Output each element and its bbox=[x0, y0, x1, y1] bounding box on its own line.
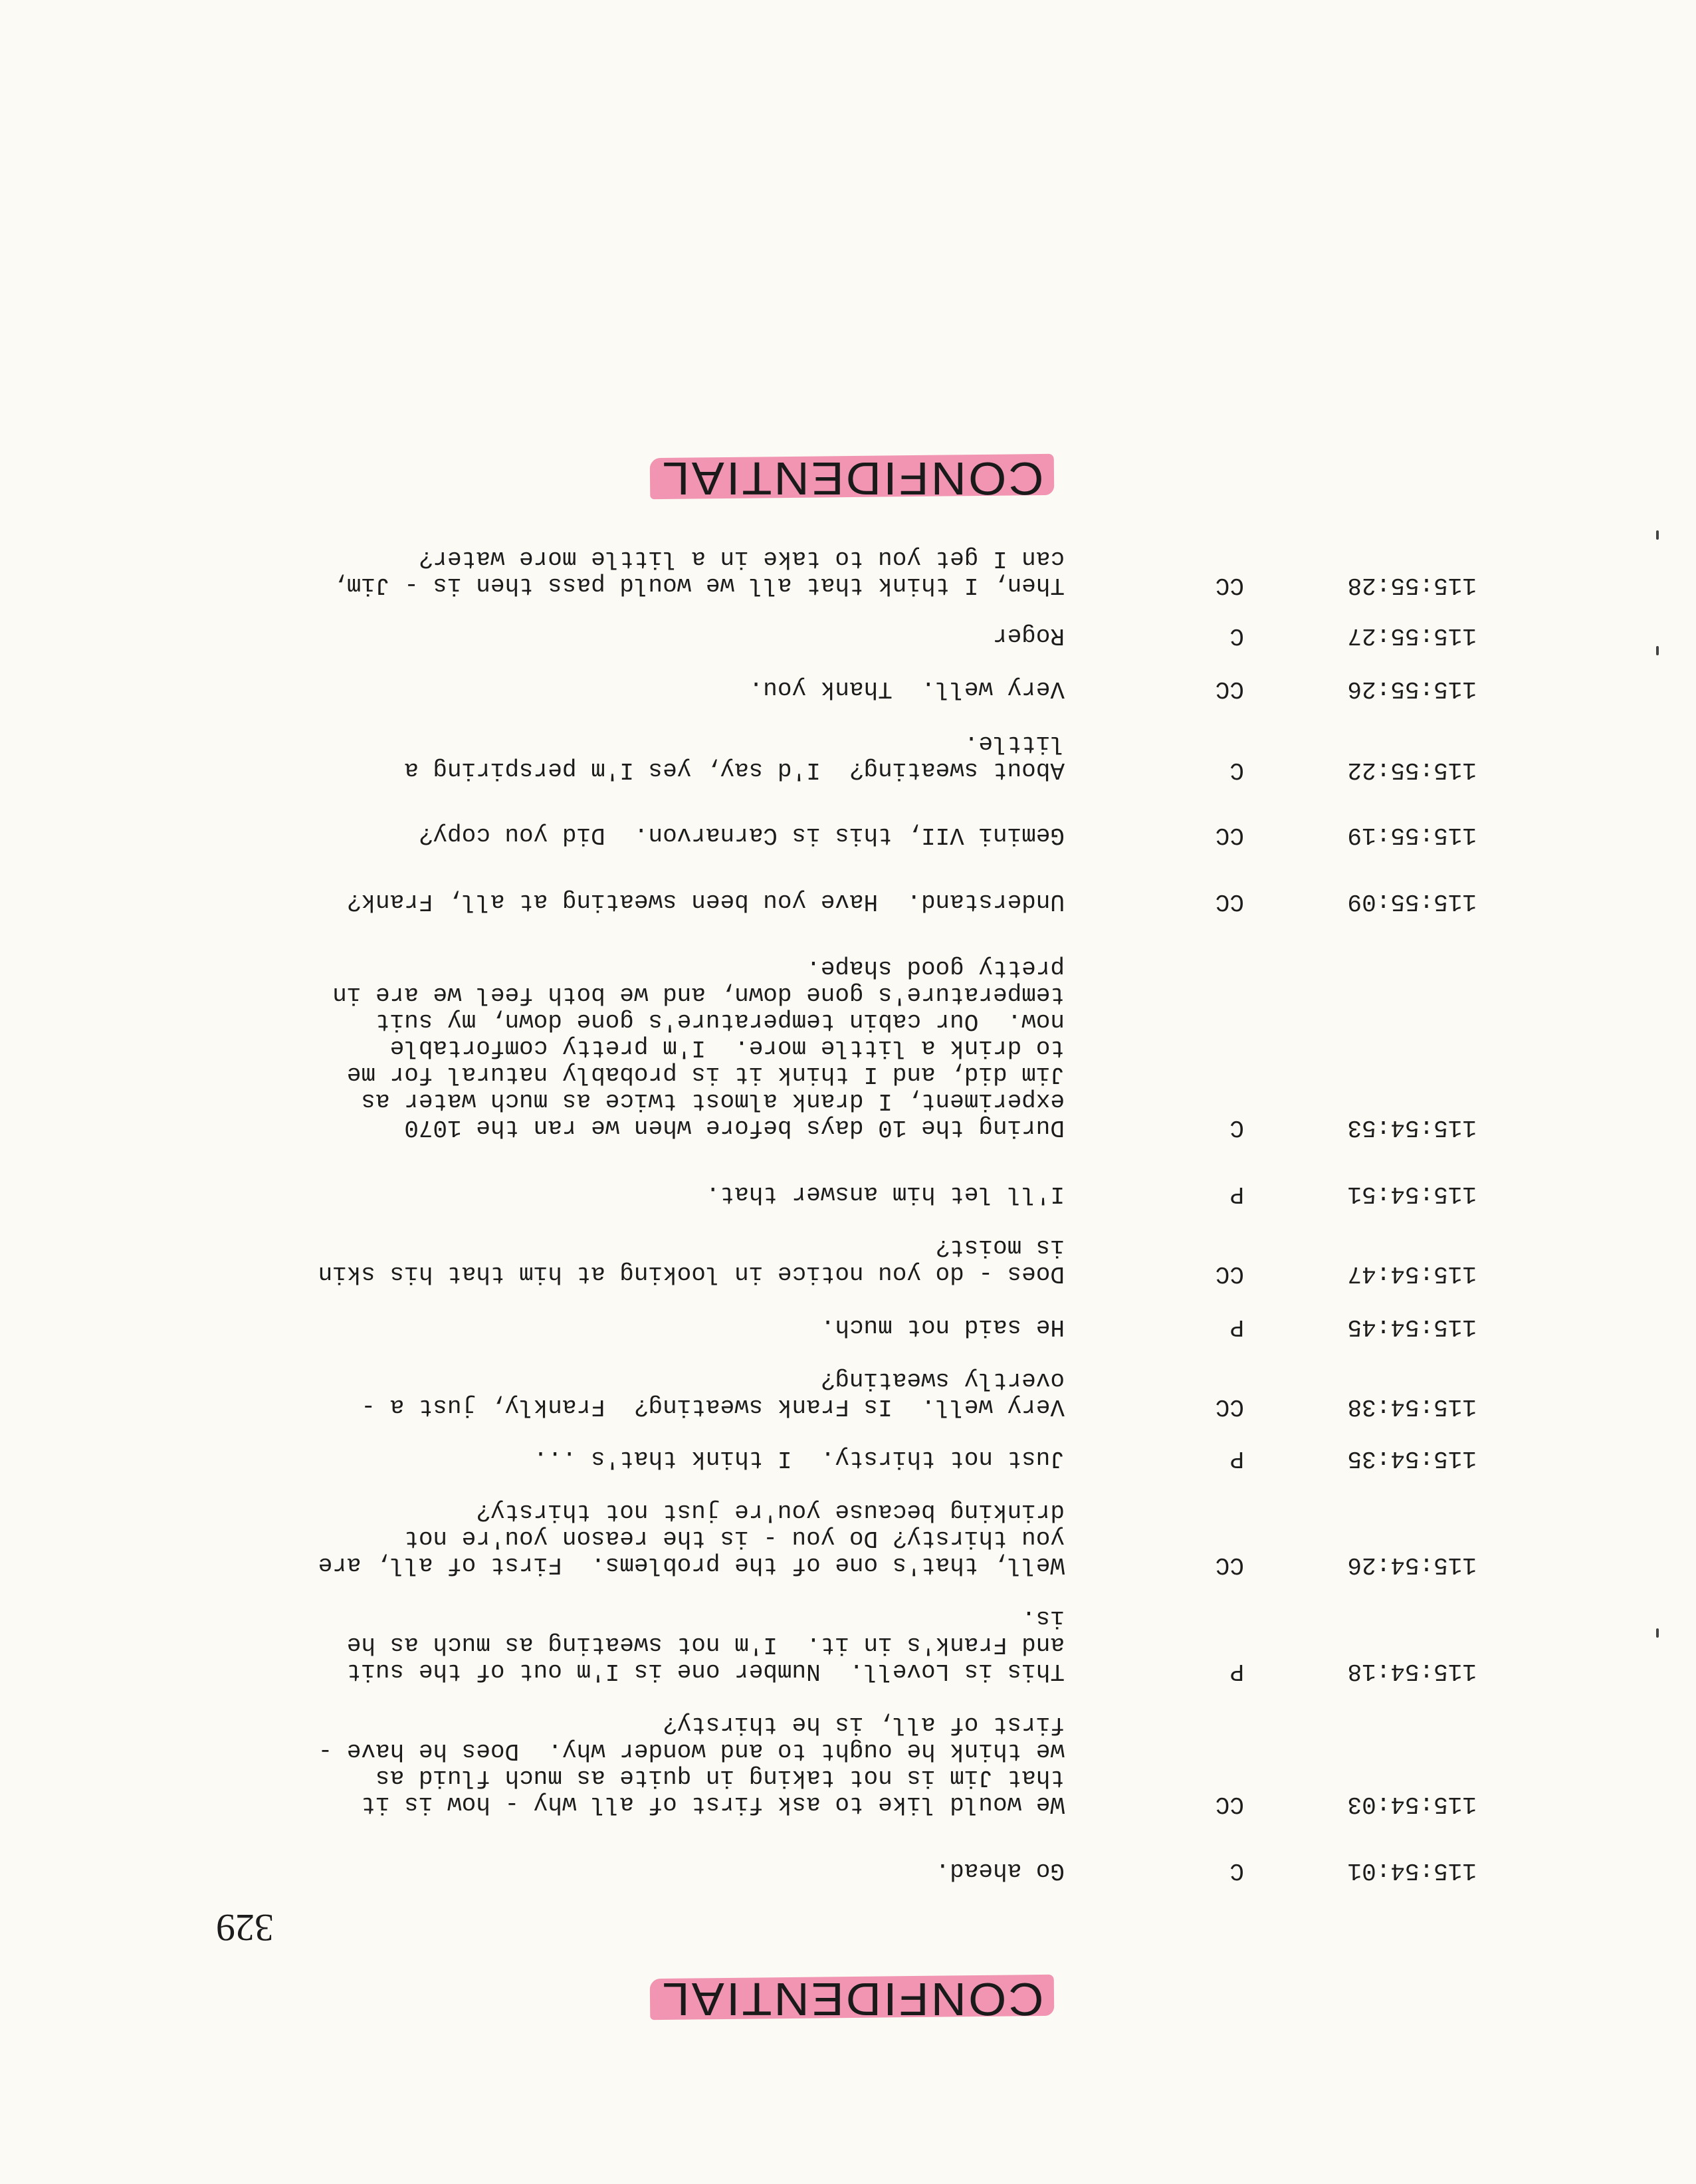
utterance-line: is. bbox=[1021, 1604, 1065, 1632]
utterance-line: Just not thirsty. I think that's ... bbox=[533, 1445, 1065, 1472]
utterance bbox=[221, 622, 1065, 649]
timestamp: 115:54:26 bbox=[1347, 1551, 1477, 1579]
utterance bbox=[221, 954, 1065, 1141]
utterance bbox=[221, 821, 1065, 848]
utterance-line: drinking because you're just not thirsty? bbox=[476, 1498, 1065, 1525]
utterance-line: About sweating? I'd say, yes I'm perspiring a bbox=[404, 756, 1065, 784]
utterance bbox=[221, 1445, 1065, 1472]
utterance-line: can I get you to take in a little more water? bbox=[418, 545, 1065, 572]
confidential-stamp-top bbox=[646, 1971, 1058, 2027]
speaker: CC bbox=[1215, 888, 1244, 915]
utterance-line: During the 10 days before when we ran the 1070 bbox=[404, 1114, 1065, 1141]
utterance-line: This is Lovell. Number one is I'm out of the suit bbox=[346, 1658, 1065, 1685]
timestamp: 115:55:27 bbox=[1347, 622, 1477, 649]
utterance-line: Very well. Thank you. bbox=[748, 675, 1065, 703]
utterance bbox=[221, 1180, 1065, 1207]
utterance bbox=[221, 545, 1065, 598]
speaker: P bbox=[1229, 1658, 1244, 1685]
utterance bbox=[221, 1313, 1065, 1340]
timestamp: 115:54:35 bbox=[1347, 1445, 1477, 1472]
speaker: CC bbox=[1215, 675, 1244, 703]
speaker: CC bbox=[1215, 1551, 1244, 1579]
utterance bbox=[221, 1366, 1065, 1420]
utterance-line: to drink a little more. I'm pretty comfortable bbox=[389, 1034, 1065, 1061]
utterance-line: little. bbox=[964, 730, 1065, 757]
utterance bbox=[221, 675, 1065, 702]
utterance-line: first of all, is he thirsty? bbox=[663, 1711, 1065, 1738]
speaker: P bbox=[1229, 1313, 1244, 1341]
utterance-line: experiment, I drank almost twice as much water as bbox=[361, 1087, 1065, 1115]
utterance bbox=[221, 730, 1065, 783]
utterance-line: Well, that's one of the problems. First of all, are bbox=[318, 1551, 1065, 1579]
utterance-line: Go ahead. bbox=[935, 1857, 1065, 1884]
utterance-line: Very well. Is Frank sweating? Frankly, just a - bbox=[361, 1393, 1065, 1420]
utterance-line: Roger bbox=[992, 622, 1065, 649]
utterance-line: you thirsty? Do you - is the reason you're not bbox=[404, 1525, 1065, 1552]
timestamp: 115:54:45 bbox=[1347, 1313, 1477, 1341]
timestamp: 115:55:09 bbox=[1347, 888, 1477, 915]
speaker: P bbox=[1229, 1180, 1244, 1208]
utterance bbox=[221, 1857, 1065, 1884]
timestamp: 115:55:22 bbox=[1347, 756, 1477, 784]
speaker: C bbox=[1229, 1114, 1244, 1141]
utterance-line: we think he ought to and wonder why. Does he have - bbox=[318, 1737, 1065, 1765]
margin-mark bbox=[1656, 646, 1659, 655]
utterance bbox=[221, 1711, 1065, 1817]
speaker: P bbox=[1229, 1445, 1244, 1472]
utterance-line: Understand. Have you been sweating at all, Frank? bbox=[346, 888, 1065, 915]
utterance bbox=[221, 1498, 1065, 1578]
utterance-line: Gemini VII, this is Carnarvon. Did you copy? bbox=[418, 821, 1065, 849]
speaker: C bbox=[1229, 622, 1244, 649]
utterance-line: Jim did, and I think it is probably natural for me bbox=[346, 1061, 1065, 1088]
utterance-line: I'll let him answer that. bbox=[705, 1180, 1065, 1208]
utterance-line: that Jim is not taking in quite as much fluid as bbox=[375, 1764, 1065, 1791]
utterance-line: is moist? bbox=[935, 1234, 1065, 1261]
confidential-stamp-bottom bbox=[646, 451, 1058, 506]
timestamp: 115:54:18 bbox=[1347, 1658, 1477, 1685]
timestamp: 115:54:47 bbox=[1347, 1260, 1477, 1287]
speaker: CC bbox=[1215, 1791, 1244, 1818]
utterance-line: Does - do you notice in looking at him that his skin bbox=[318, 1260, 1065, 1287]
speaker: C bbox=[1229, 756, 1244, 784]
page-number: 329 bbox=[216, 1906, 274, 1949]
timestamp: 115:54:03 bbox=[1347, 1791, 1477, 1818]
speaker: CC bbox=[1215, 1260, 1244, 1287]
timestamp: 115:55:28 bbox=[1347, 572, 1477, 599]
utterance-line: now. Our cabin temperature's gone down, my suit bbox=[375, 1008, 1065, 1035]
utterance-line: and Frank's in it. I'm not sweating as much as he bbox=[346, 1631, 1065, 1658]
timestamp: 115:54:01 bbox=[1347, 1857, 1477, 1884]
timestamp: 115:54:53 bbox=[1347, 1114, 1477, 1141]
utterance-line: We would like to ask first of all why - how is it bbox=[361, 1791, 1065, 1818]
utterance-line: temperature's gone down, and we both feel we are in bbox=[332, 981, 1065, 1008]
utterance bbox=[221, 1604, 1065, 1684]
speaker: C bbox=[1229, 1857, 1244, 1884]
utterance bbox=[221, 1234, 1065, 1287]
speaker: CC bbox=[1215, 1393, 1244, 1420]
stamp-text: CONFIDENTIAL bbox=[660, 453, 1044, 504]
timestamp: 115:55:26 bbox=[1347, 675, 1477, 703]
utterance-line: pretty good shape. bbox=[806, 954, 1065, 982]
utterance-line: Then, I think that all we would pass then is - Jim, bbox=[332, 572, 1065, 599]
utterance-line: He said not much. bbox=[820, 1313, 1065, 1341]
timestamp: 115:55:19 bbox=[1347, 821, 1477, 849]
utterance-line: overtly sweating? bbox=[820, 1366, 1065, 1394]
speaker: CC bbox=[1215, 572, 1244, 599]
margin-mark bbox=[1656, 1628, 1659, 1638]
stamp-text: CONFIDENTIAL bbox=[660, 1973, 1044, 2025]
margin-mark bbox=[1656, 530, 1659, 540]
timestamp: 115:54:51 bbox=[1347, 1180, 1477, 1208]
speaker: CC bbox=[1215, 821, 1244, 849]
timestamp: 115:54:38 bbox=[1347, 1393, 1477, 1420]
utterance bbox=[221, 888, 1065, 915]
